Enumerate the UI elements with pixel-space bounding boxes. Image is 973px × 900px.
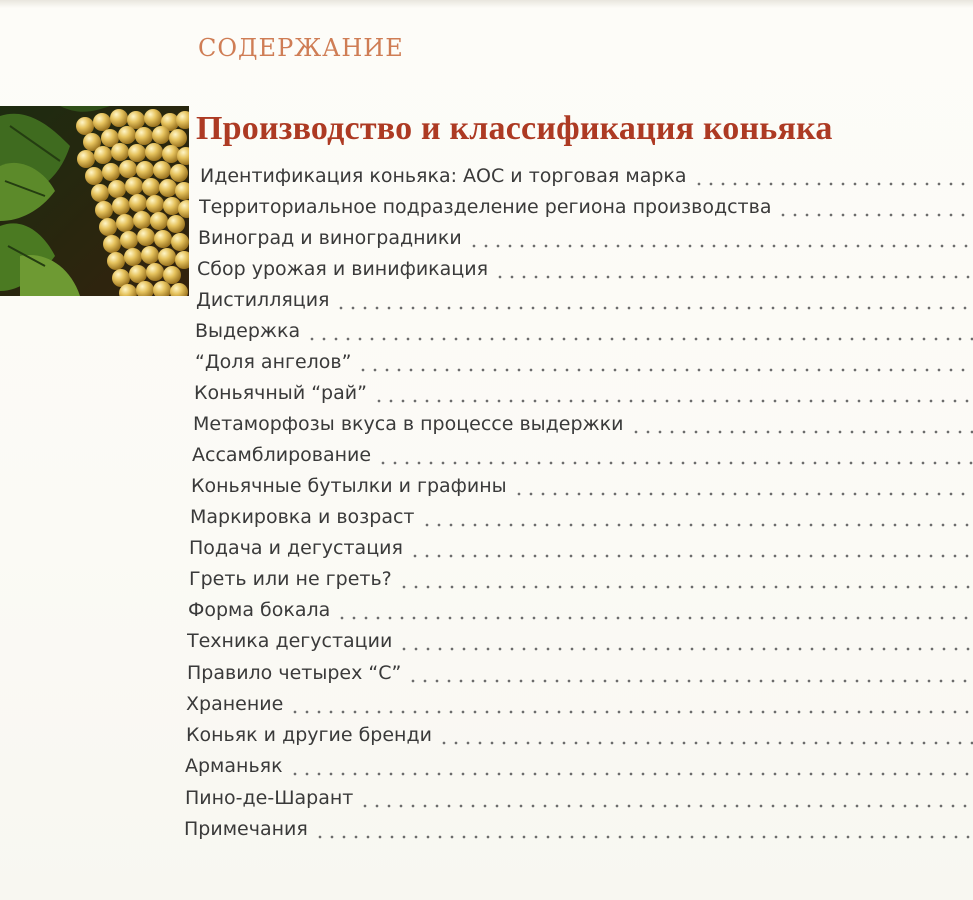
toc-entry[interactable] (191, 470, 973, 498)
dot-leader (436, 722, 973, 746)
toc-entry[interactable] (190, 501, 973, 529)
toc-entry[interactable] (184, 813, 973, 841)
toc-entry-title: Маркировка и возраст (190, 506, 415, 528)
dot-leader (287, 691, 973, 715)
dot-leader (355, 349, 973, 373)
toc-entry-title: Метаморфозы вкуса в процессе выдержки (193, 413, 624, 435)
section-label: СОДЕРЖАНИЕ (198, 34, 404, 62)
toc-entry-title: Сбор урожая и винификация (197, 258, 488, 280)
dot-leader (466, 225, 973, 249)
toc-entry-title: Примечания (184, 818, 308, 840)
toc-entry-title: Пино-де-Шарант (185, 787, 354, 809)
dot-leader (419, 504, 973, 528)
toc-entry[interactable] (186, 688, 973, 716)
dot-leader (287, 753, 973, 777)
dot-leader (492, 256, 973, 280)
toc-entry-title: “Доля ангелов” (195, 351, 352, 373)
toc-entry[interactable] (200, 160, 973, 188)
toc-entry-title: Ассамблирование (192, 444, 372, 466)
toc-entry[interactable] (188, 594, 973, 622)
toc-entry-title: Выдержка (195, 320, 301, 342)
dot-leader (357, 785, 973, 809)
toc-entry[interactable] (196, 284, 973, 312)
dot-leader (691, 163, 973, 187)
dot-leader (304, 318, 973, 342)
toc-entry[interactable] (187, 625, 973, 653)
toc-entry[interactable] (189, 563, 973, 591)
toc-entry-title: Форма бокала (188, 599, 331, 621)
toc-entry-title: Арманьяк (185, 755, 283, 777)
toc-entry[interactable] (192, 439, 973, 467)
dot-leader (375, 442, 973, 466)
toc-entry[interactable] (195, 346, 973, 374)
dot-leader (511, 473, 973, 497)
toc-entry[interactable] (195, 315, 973, 343)
toc-entry[interactable] (198, 222, 973, 250)
toc-entry-title: Дистилляция (196, 289, 330, 311)
dot-leader (334, 597, 973, 621)
toc-entry[interactable] (187, 657, 973, 685)
toc-entry-title: Правило четырех “С” (187, 662, 402, 684)
toc-entry[interactable] (193, 408, 973, 436)
toc-entry[interactable] (185, 750, 973, 778)
toc-entry-title: Техника дегустации (187, 630, 393, 652)
toc-entry[interactable] (185, 782, 973, 810)
toc-entry[interactable] (197, 253, 973, 281)
dot-leader (333, 287, 973, 311)
toc-entry-title: Территориальное подразделение региона производства (199, 196, 772, 218)
toc-entry-title: Подача и дегустация (189, 537, 403, 559)
dot-leader (775, 194, 973, 218)
dot-leader (371, 380, 973, 404)
dot-leader (312, 816, 973, 840)
toc-entry-title: Виноград и виноградники (198, 227, 462, 249)
dot-leader (628, 411, 973, 435)
toc-entry[interactable] (189, 532, 973, 560)
toc-entry-title: Хранение (186, 693, 284, 715)
dot-leader (396, 566, 973, 590)
dot-leader (396, 628, 973, 652)
dot-leader (407, 535, 973, 559)
toc-entry[interactable] (186, 719, 973, 747)
toc-entry-title: Греть или не греть? (189, 568, 392, 590)
toc-entry-title: Коньячный “рай” (194, 382, 367, 404)
chapter-title: Производство и классификация коньяка (196, 110, 833, 147)
toc-entry[interactable] (199, 191, 973, 219)
toc-entry[interactable] (194, 377, 973, 405)
dot-leader (405, 660, 973, 684)
toc-entry-title: Коньяк и другие бренди (186, 724, 432, 746)
toc-entry-title: Идентификация коньяка: АОС и торговая марка (200, 165, 687, 187)
toc-entry-title: Коньячные бутылки и графины (191, 475, 507, 497)
